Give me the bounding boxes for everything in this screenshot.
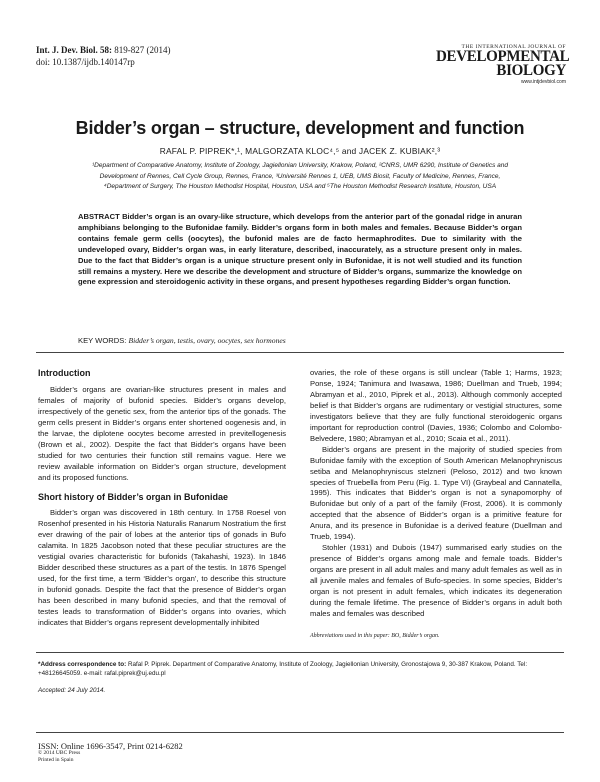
abstract-text: Bidder’s organ is an ovary-like structure, which develops from the anterior part of the gonadal ridge in anuran amphibians belonging to the Bufonidae family. Bidder’s organs form in both males and females. Because Bidder’s organ contains female germ cells (oocytes), the bufonid males are de facto hermaphrodites. Due to similarity with the undeveloped ovary, Bidder’s organ was, in early literature, described, inaccurately, as a structure present only in males. Due to the fact that Bidder’s organ is a unique structure present only in Bufonidae, it is not well studied and its function still remains a mystery. Here we describe the development and structure of Bidder’s organs, summarize the knowledge on gene expression and steroidogenic activity in these organs, and present hypotheses regarding Bidder’s organ function. xyxy=(78,212,522,287)
printed-in: Printed in Spain xyxy=(38,757,74,763)
intro-paragraph: Bidder’s organs are ovarian-like structures present in males and females of majority of bufonid species. Bidder’s organs develop, irrespectively of the genetic sex, from the anterior tips of the gonads. The germ cells present in Bidder’s organs enter shortened oogenesis and, in the larvae, the diplotene oocytes become arrested in previtellogenesis (Brown et al., 2002). Despite the fact that Bidder’s organs have been studied for two centuries their function still remains vague. Here we review available information on Bidder’s organ structure, development and its proposed functions. xyxy=(38,384,286,482)
logo-url: www.intjdevbiol.com xyxy=(520,79,566,85)
journal-logo xyxy=(436,44,570,86)
keywords-text: Bidder’s organ, testis, ovary, oocytes, sex hormones xyxy=(128,336,286,345)
right-paragraph-1: ovaries, the role of these organs is still unclear (Table 1; Harms, 1923; Ponse, 1924; Tanimura and Iwasawa, 1986; Duellman and Trueb, 1994; Abramyan et al., 2010, Piprek et al., 2013). Although commonly accepted belief is that Bidder’s organs are rudimentary or vestigial structures, some investigators believe that they are fully functional steroidogenic organs important for reproduction control (Davies, 1936; Colombo and Colombo-Belvedere, 1980; Abramyan et al., 2010; Scaia et al., 2011). xyxy=(310,368,562,443)
abbreviations: Abbreviations used in this paper: BO, Bidder’s organ. xyxy=(310,633,440,639)
logo-line-3: BIOLOGY xyxy=(496,62,566,80)
issn: ISSN: Online 1696-3547, Print 0214-6282 xyxy=(38,741,183,751)
journal-pages: 819-827 (2014) xyxy=(114,45,171,55)
authors: RAFAL P. PIPREK*,¹, MALGORZATA KLOC⁴,⁵ and JACEK Z. KUBIAK²,³ xyxy=(159,146,441,156)
right-paragraph-3: Stohler (1931) and Dubois (1947) summarised early studies on the presence of Bidder’s organs among male and female toads. Bidder’s organs are present in all adult males and many adult females as well as in all juvenile males and females of Bufo-species. In some species, Bidder’s organ is not present in adult females, which indicates its degeneration during the female lifetime. The presence of Bidder’s organs in adult both males and females was described xyxy=(310,543,562,618)
keywords-label: KEY WORDS: xyxy=(78,336,127,345)
history-paragraph: Bidder’s organ was discovered in 18th century. In 1758 Roesel von Rosenhof presented in his Historia Naturalis Ranarum Nostratium the first ever drawing of the pair of lobes at the anterior tips of gonads in Bufo calamita. In 1825 Jacobson noted that these peculiar structures are the vestigial ovaries characteristic for bufonids (Takahashi, 1923). In 1846 Bidder described these structures as a part of the testis. In 1876 Spengel used, for the first time, a term ‘Bidder’s organ’, to describe this structure in bufonid gonads. Despite the fact that the presence of Bidder’s organ has been described in many bufonid species, and that the removal of testes leads to transformation of Bidder’s organs into ovaries, which indicates that Bidder’s organs represent developmentally inhibited xyxy=(38,508,286,628)
logo-line-2: DEVELOPMENTAL xyxy=(436,48,570,66)
accepted-date: Accepted: 24 July 2014. xyxy=(38,687,106,694)
divider-footnote xyxy=(36,652,564,653)
article-title: Bidder’s organ – structure, development and function xyxy=(75,118,525,138)
doi: doi: 10.1387/ijdb.140147rp xyxy=(36,57,135,67)
abstract-label: ABSTRACT xyxy=(78,212,120,221)
copyright: © 2014 UBC Press xyxy=(38,750,81,756)
issn-block xyxy=(38,742,183,764)
keywords xyxy=(78,336,286,345)
correspondence-label: *Address correspondence to: xyxy=(38,661,127,668)
affiliations: ¹Department of Comparative Anatomy, Institute of Zoology, Jagiellonian University, Krakow, Poland, ²CNRS, UMR 6290, Institute of Genetics and Development of Rennes, Cell Cycle Group, Rennes, France, ³Université Rennes 1, UEB, UMS Biosit, Faculty of Medicine, Rennes, France, ⁴Department of Surgery, The Houston Methodist Hospital, Houston, USA and ⁵The Houston Methodist Research Institute, Houston, USA xyxy=(92,162,508,190)
correspondence-footnote xyxy=(38,660,562,678)
right-paragraph-2: Bidder’s organs are present in the majority of studied species from Bufonidae family with the exception of South American Melanophryniscus setiba and Melanophryniscus stelzneri (Peloso, 2012) and two known species of Truebella from Peru (Fig. 1. Type VI) (Graybeal and Cannatella, 1995). This indicates that Bidder’s organ is not a synapomorphy of Bufonidae but only of a part of the family (Frost, 2006). It is commonly accepted that the absence of Bidder’s organ is a primitive feature for Anura, and its presence in Bufonidae is a derived feature (Duellman and Trueb, 1994). xyxy=(310,444,562,542)
heading-introduction: Introduction xyxy=(38,368,91,378)
divider-top xyxy=(36,352,564,353)
correspondence-text: Rafal P. Piprek. Department of Comparative Anatomy, Institute of Zoology, Jagiellonian University, Gronostajowa 9, 30-387 Krakow, Poland. Tel: +48126645059. e-mail: rafal.piprek@uj.edu.pl xyxy=(38,661,528,677)
logo-line-1: THE INTERNATIONAL JOURNAL OF xyxy=(461,44,566,50)
right-column xyxy=(310,368,562,620)
journal-abbrev: Int. J. Dev. Biol. 58: xyxy=(36,45,113,55)
journal-reference xyxy=(36,44,171,68)
left-column xyxy=(38,368,286,629)
heading-history: Short history of Bidder’s organ in Bufonidae xyxy=(38,491,229,502)
divider-bottom xyxy=(36,732,564,733)
abstract xyxy=(78,212,522,288)
